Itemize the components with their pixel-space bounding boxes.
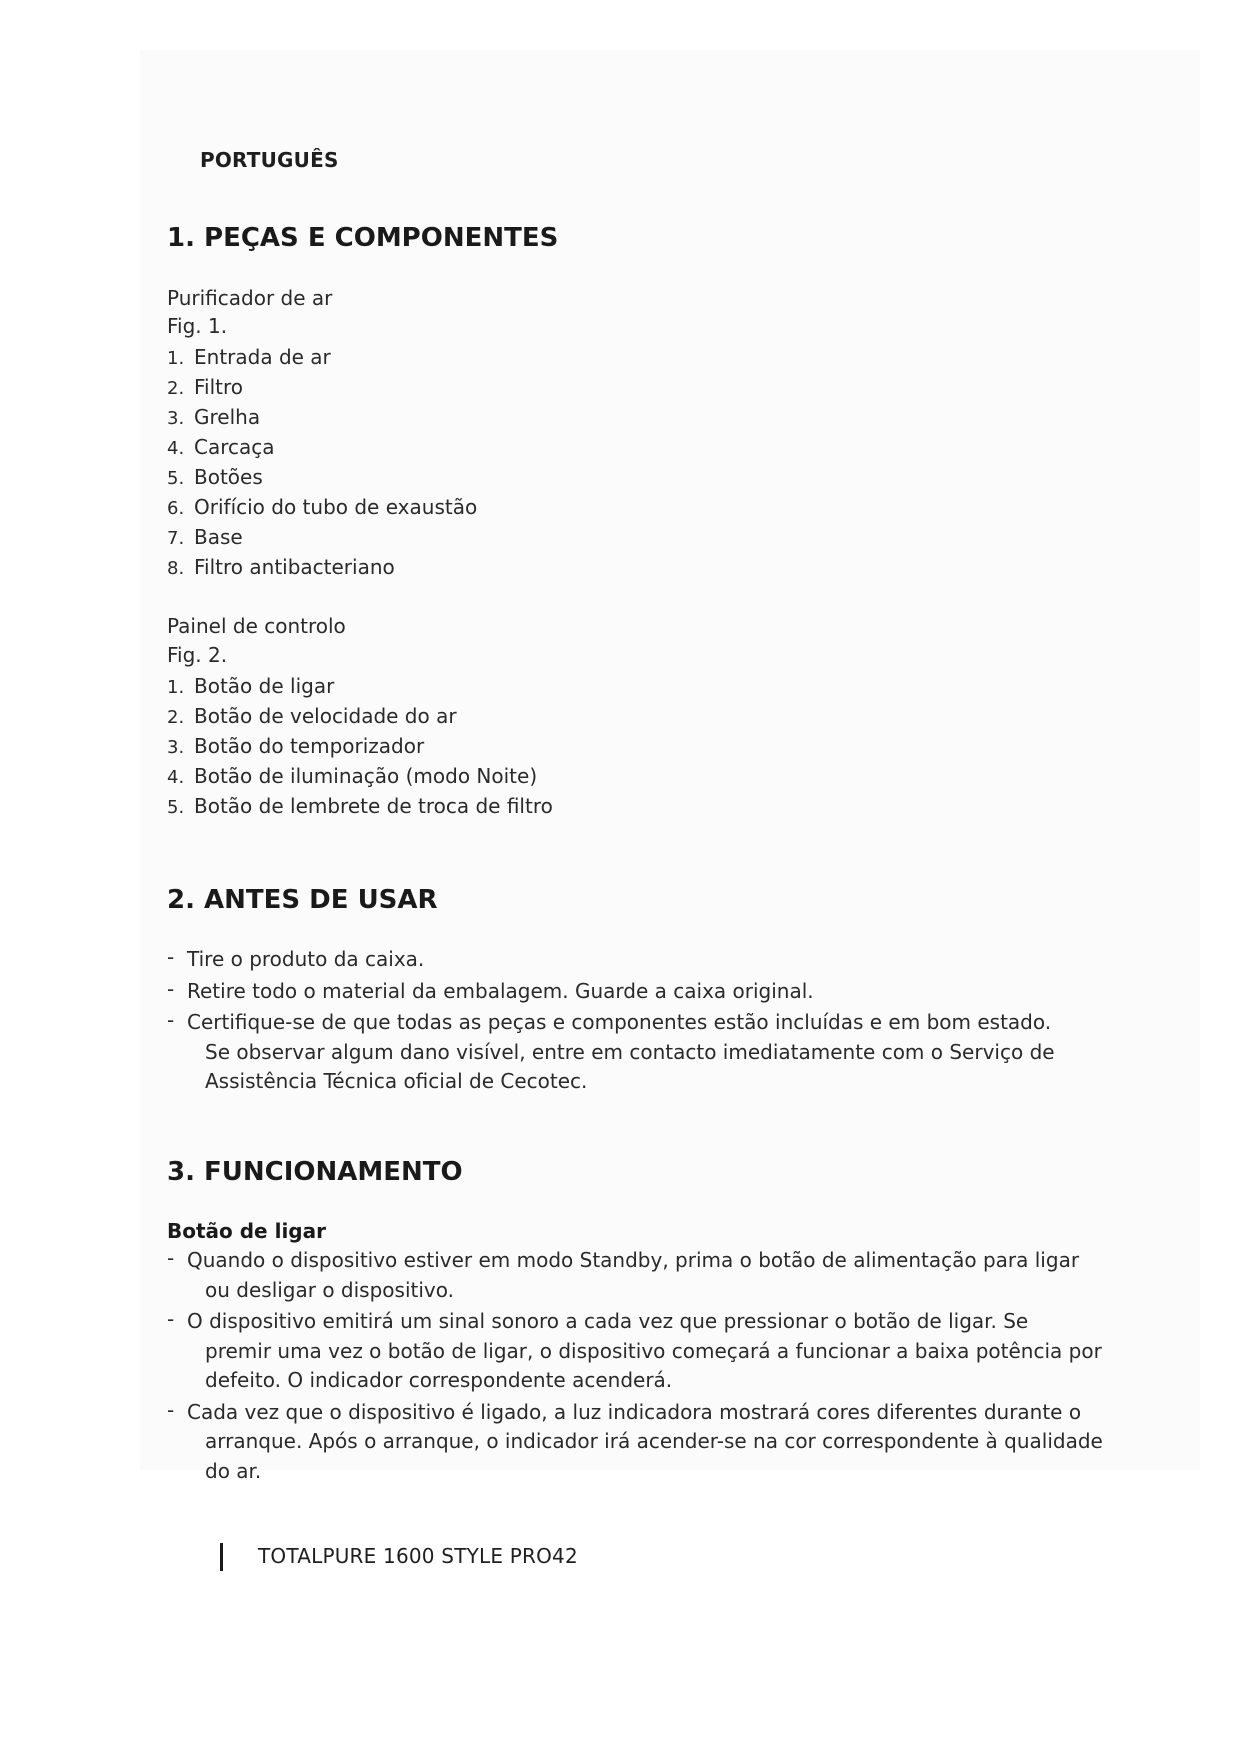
list-item [167,731,553,761]
section-2-heading: 2. ANTES DE USAR [167,885,438,915]
list-item [167,342,477,372]
list-item-line: do ar. [205,1458,262,1483]
power-button-subheading: Botão de ligar [167,1219,326,1243]
list-item-line: Assistência Técnica oficial de Cecotec. [205,1069,588,1093]
list-item-text: Carcaça [194,435,275,459]
list-item [167,462,477,492]
list-item [167,552,477,582]
list-item [167,945,1097,975]
footer-divider [220,1543,223,1571]
list-item-text: Base [194,525,243,549]
list-item-line: Tire o produto da caixa. [187,947,425,971]
list-dash: - [167,1397,175,1422]
list-item [167,1008,1097,1097]
list-dash: - [167,976,175,1001]
list-item-number: 1. [167,677,185,698]
list-item-number: 5. [167,797,185,818]
list-item-number: 8. [167,558,185,579]
list-item [167,701,553,731]
list-item-line: premir uma vez o botão de ligar, o dispositivo começará a funcionar a baixa potência por [205,1338,1102,1363]
list-item-line: ou desligar o dispositivo. [205,1277,454,1302]
list-item-line: Certifique-se de que todas as peças e componentes estão incluídas e em bom estado. [187,1010,1052,1034]
list-item-text: Botão de ligar [194,674,335,698]
list-item-number: 1. [167,348,185,369]
list-item-number: 4. [167,767,185,788]
list-item [167,372,477,402]
list-item-number: 7. [167,528,185,549]
list-item-text: Filtro antibacteriano [194,555,395,579]
list-item [167,977,1097,1007]
list-item-number: 3. [167,408,185,429]
list-dash: - [167,945,175,969]
list-item-line: arranque. Após o arranque, o indicador irá acender-se na cor correspondente à qualidade [205,1429,1103,1453]
list-item-line: Se observar algum dano visível, entre em contacto imediatamente com o Serviço de [205,1039,1055,1064]
group-1-fig-label: Fig. 1. [167,314,228,338]
list-item [167,402,477,432]
list-item-line: Retire todo o material da embalagem. Guarde a caixa original. [187,978,814,1003]
list-item [167,492,477,522]
list-item-text: Botão de velocidade do ar [194,704,457,728]
list-item-text: Botão do temporizador [194,734,425,758]
footer-product-name: TOTALPURE 1600 STYLE PRO42 [258,1544,578,1568]
list-item [167,1307,1102,1396]
list-item [167,522,477,552]
list-dash: - [167,1246,175,1270]
list-item-text: Botões [194,465,263,489]
list-item-text: Grelha [194,405,261,429]
group-2-title: Painel de controlo [167,614,346,638]
list-item-number: 5. [167,468,185,489]
list-dash: - [167,1008,175,1032]
list-item [167,761,553,791]
before-use-list [167,945,1097,1099]
list-item-text: Botão de lembrete de troca de filtro [194,794,553,818]
section-1-heading: 1. PEÇAS E COMPONENTES [167,223,559,253]
list-item [167,1246,1097,1305]
list-item [167,1397,1103,1487]
list-item-line: defeito. O indicador correspondente acenderá. [205,1368,673,1392]
operation-list [167,1246,1103,1488]
parts-list [167,342,477,582]
list-item-text: Botão de iluminação (modo Noite) [194,764,538,788]
list-item-line: Cada vez que o dispositivo é ligado, a luz indicadora mostrará cores diferentes durante o [187,1399,1082,1424]
language-label: PORTUGUÊS [200,148,339,172]
list-item-number: 3. [167,737,185,758]
list-item-line: Quando o dispositivo estiver em modo Standby, prima o botão de alimentação para ligar [187,1248,1080,1272]
list-item-text: Entrada de ar [194,345,331,369]
list-item-text: Orifício do tubo de exaustão [194,495,478,519]
list-item-number: 6. [167,498,185,519]
list-item-number: 2. [167,378,185,399]
section-3-heading: 3. FUNCIONAMENTO [167,1157,463,1187]
list-item [167,432,477,462]
list-item-line: O dispositivo emitirá um sinal sonoro a cada vez que pressionar o botão de ligar. Se [187,1309,1029,1333]
list-item [167,791,553,821]
group-2-fig-label: Fig. 2. [167,643,228,667]
control-panel-list [167,671,553,821]
group-1-title: Purificador de ar [167,286,333,310]
list-item [167,671,553,701]
list-item-number: 4. [167,438,185,459]
list-item-number: 2. [167,707,185,728]
list-dash: - [167,1307,175,1331]
list-item-text: Filtro [194,375,244,399]
